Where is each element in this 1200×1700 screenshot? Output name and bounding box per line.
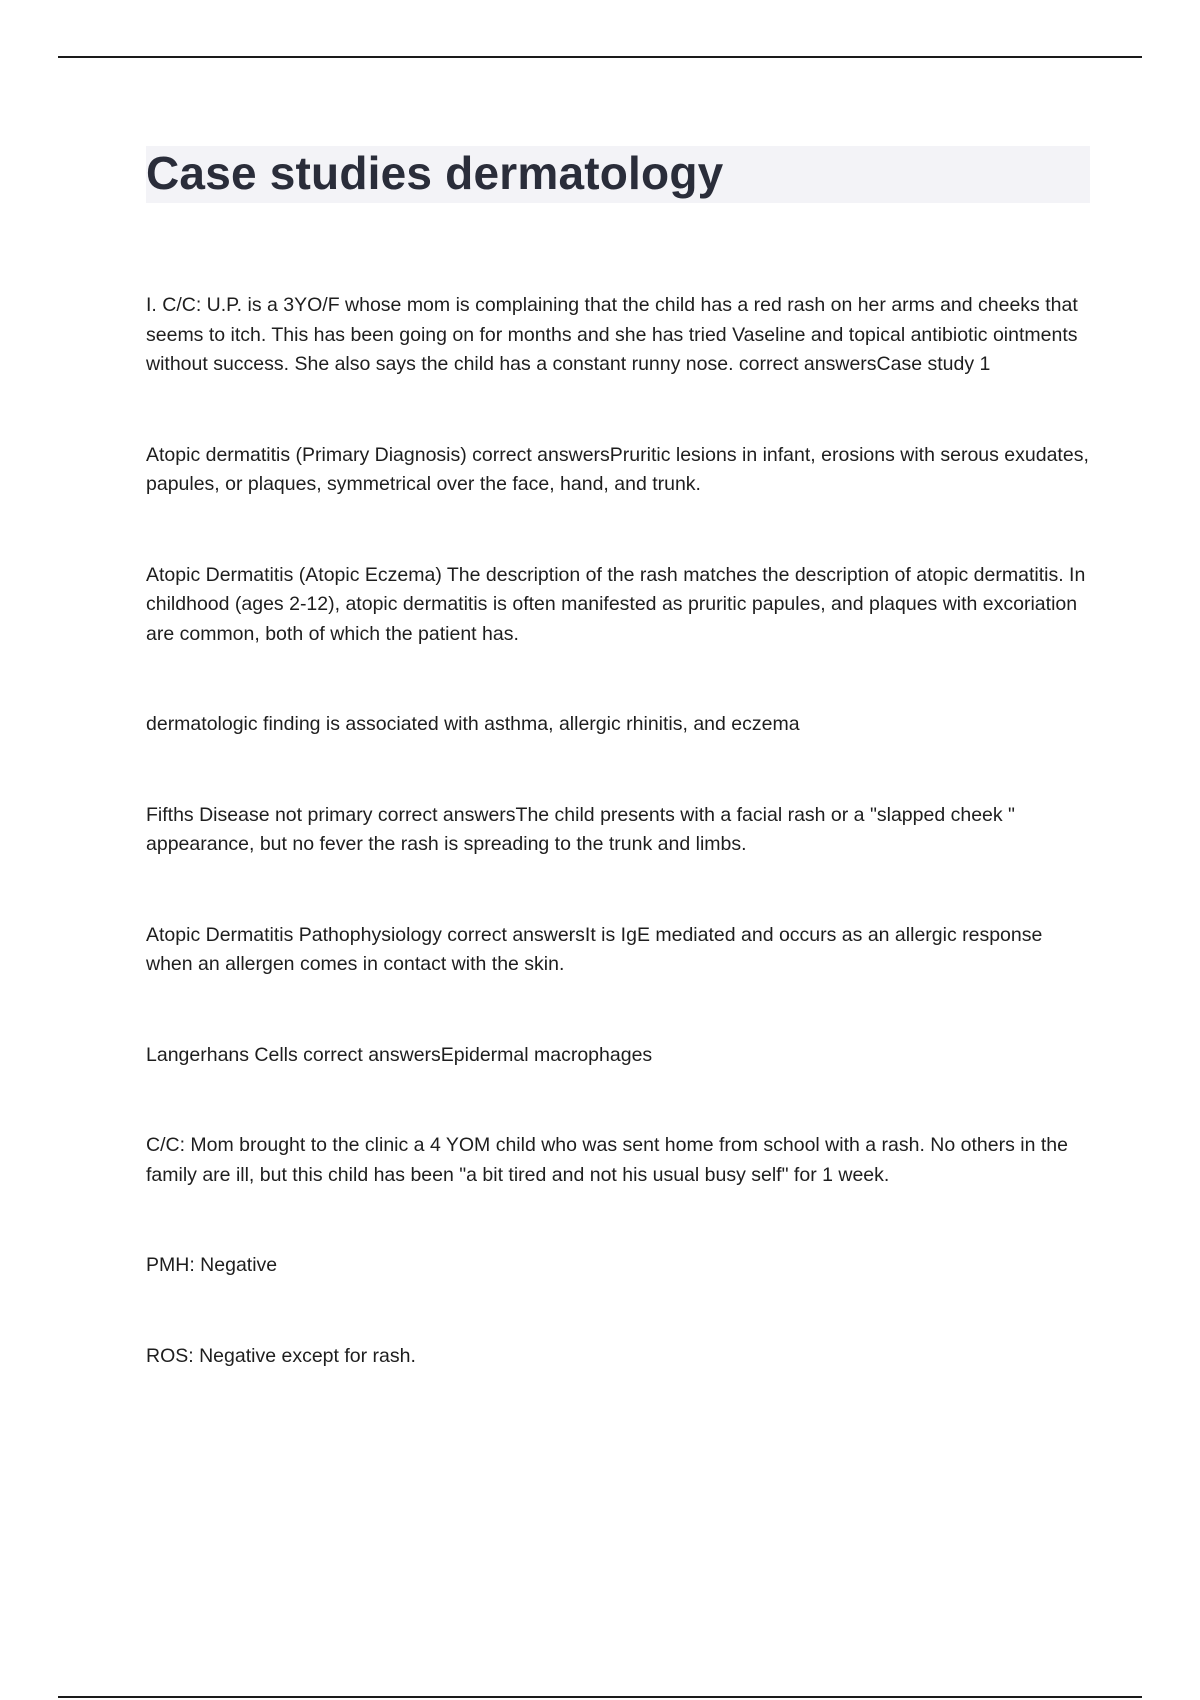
paragraph-langerhans-cells: Langerhans Cells correct answersEpidermal macrophages — [146, 1043, 653, 1066]
document-title: Case studies dermatology — [146, 147, 724, 199]
paragraph-associated-finding: dermatologic finding is associated with asthma, allergic rhinitis, and eczema — [146, 713, 800, 735]
paragraph-case-study-2-cc: C/C: Mom brought to the clinic a 4 YOM child who was sent home from school with a rash. No others in the family are ill, but this child has been "a bit tired and not his usual busy self" for 1 week. — [146, 1134, 1068, 1186]
header-rule — [58, 56, 1142, 58]
document-body — [146, 291, 1090, 1432]
paragraph-pmh: PMH: Negative — [146, 1254, 278, 1276]
paragraph-ros: ROS: Negative except for rash. — [146, 1344, 416, 1367]
paragraph-primary-diagnosis: Atopic dermatitis (Primary Diagnosis) correct answersPruritic lesions in infant, erosions with serous exudates, papules, or plaques, symmetrical over the face, hand, and trunk. — [146, 443, 1089, 495]
paragraph-fifths-disease: Fifths Disease not primary correct answersThe child presents with a facial rash or a "slapped cheek " appearance, but no fever the rash is spreading to the trunk and limbs. — [146, 803, 1015, 855]
paragraph-pathophysiology: Atopic Dermatitis Pathophysiology correct answersIt is IgE mediated and occurs as an allergic response when an allergen comes in contact with the skin. — [146, 923, 1043, 975]
footer-rule — [58, 1696, 1142, 1698]
paragraph-case-study-1: I. C/C: U.P. is a 3YO/F whose mom is complaining that the child has a red rash on her arms and cheeks that seems to itch. This has been going on for months and she has tried Vaseline and topical antibiotic ointments without success. She also says the child has a constant runny nose. correct answersCase study 1 — [146, 294, 1078, 375]
paragraph-atopic-eczema: Atopic Dermatitis (Atopic Eczema) The description of the rash matches the description of atopic dermatitis. In childhood (ages 2-12), atopic dermatitis is often manifested as pruritic papules, and plaques with excoriation are common, both of which the patient has. — [146, 563, 1086, 645]
